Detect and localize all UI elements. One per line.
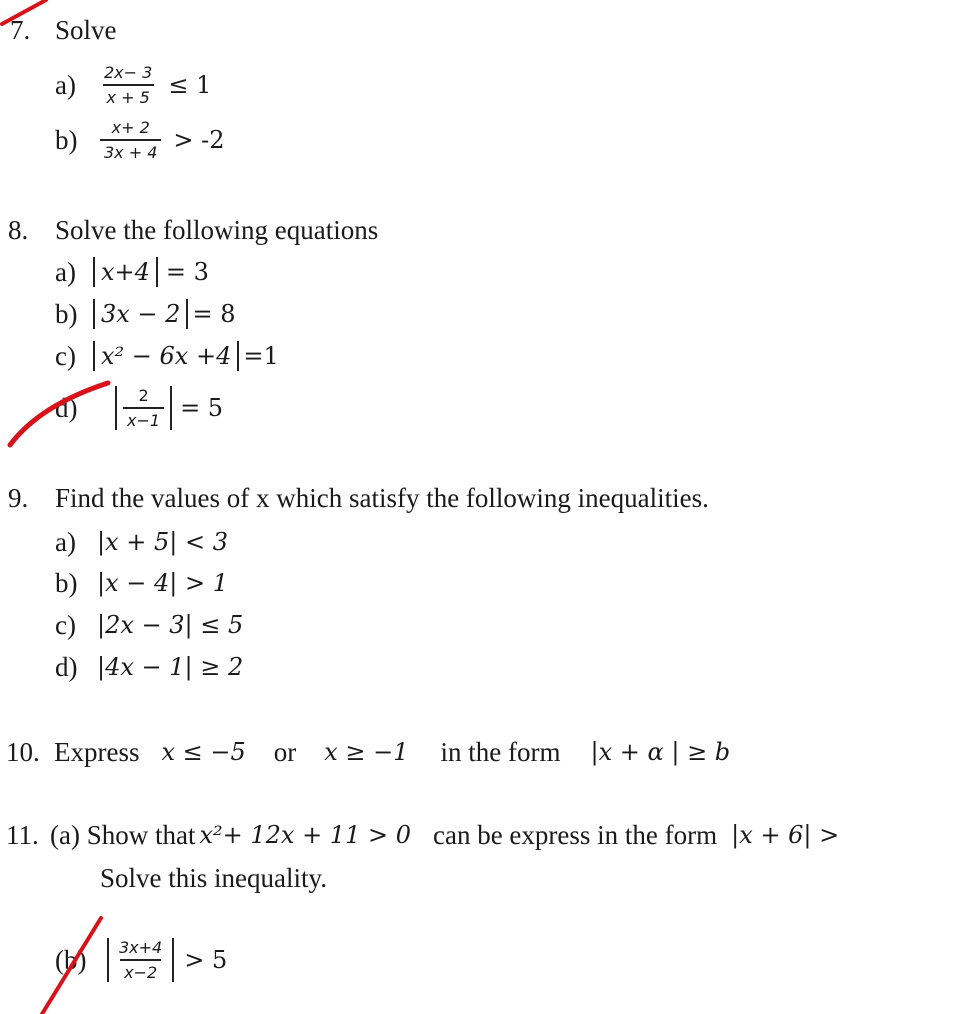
q11-a-line2: Solve this inequality. [100,862,327,893]
fraction: $\frac{x+ 2}{3x + 4}$ [100,118,161,162]
q9-c: c) |2x − 3| ≤ 5 [55,609,244,640]
absolute-value: $\frac{3x+4}{x-2}$ [107,938,174,982]
q7-b: b) $\frac{x+ 2}{3x + 4}$ > -2 [55,118,225,162]
q8-a: a) x+4 = 3 [55,256,209,287]
q7-title: Solve [55,14,117,45]
q9-a: a) |x + 5| < 3 [55,526,228,557]
q11-a: 11. (a) Show that x²+ 12x + 11 > 0 can be express in the form |x + 6| > [6,819,840,850]
q8-b: b) 3x − 2 = 8 [55,298,236,329]
q9-heading: 9. Find the values of x which satisfy the following inequalities. [8,482,709,513]
q9-d: d) |4x − 1| ≥ 2 [55,651,244,682]
q7-a: a) $\frac{2x- 3}{x + 5}$ ≤ 1 [55,63,212,107]
q8-d: d) $\frac{2}{x-1}$ = 5 [55,386,224,430]
q8-heading: 8. Solve the following equations [8,214,379,245]
q10: 10. Express x ≤ −5 or x ≥ −1 in the form |x + α | ≥ b [6,736,731,767]
q9-b: b) |x − 4| > 1 [55,567,228,598]
fraction: $\frac{2x- 3}{x + 5}$ [104,63,153,107]
absolute-value: $\frac{2}{x-1}$ [115,386,172,430]
q8-c: c) x² − 6x +4 =1 [55,340,279,371]
q11-b: (b) $\frac{3x+4}{x-2}$ > 5 [55,938,228,982]
q7-heading: 7. Solve [10,14,117,45]
